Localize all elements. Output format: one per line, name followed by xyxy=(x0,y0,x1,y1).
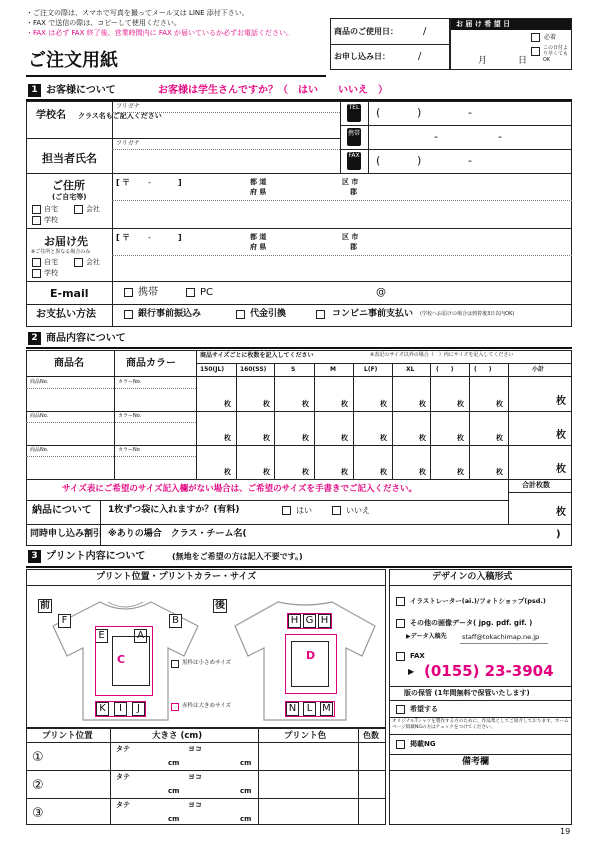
print-size-header: 大きさ (cm) xyxy=(152,731,203,741)
address-home-checkbox[interactable] xyxy=(32,205,41,214)
front-label: 前 xyxy=(40,600,50,611)
section-1-number: 1 xyxy=(28,84,41,97)
address-company-checkbox[interactable] xyxy=(74,205,83,214)
student-question[interactable]: お客様は学生さんですか？（ はい いいえ ） xyxy=(158,85,388,96)
page-title: ご注文用紙 xyxy=(28,50,118,71)
packing-label: 納品について xyxy=(32,505,92,516)
pos-a[interactable]: A xyxy=(134,629,147,643)
design-title: デザインの入稿形式 xyxy=(432,572,513,582)
pos-j[interactable]: J xyxy=(132,702,145,716)
pos-h[interactable]: H xyxy=(318,614,331,628)
storage-title: 版の保管 (1年間無料で保管いたします) xyxy=(404,689,530,697)
size-col-xl: XL xyxy=(406,366,415,373)
pos-e[interactable]: E xyxy=(95,629,108,643)
design-illustrator-checkbox[interactable] xyxy=(396,597,405,606)
legend-black-swatch xyxy=(171,660,179,668)
back-label: 後 xyxy=(215,600,225,611)
address-school-checkbox[interactable] xyxy=(32,216,41,225)
section-1-title: お客様について xyxy=(46,85,116,96)
page-number: 19 xyxy=(560,827,571,836)
address-label: ご住所 xyxy=(52,179,85,192)
print-position-title: プリント位置・プリントカラー・サイズ xyxy=(96,572,257,582)
remarks-label: 備考欄 xyxy=(462,757,490,767)
remarks-input[interactable] xyxy=(392,772,570,822)
use-date-label: 商品のご使用日： xyxy=(334,27,398,36)
delivery-address-label: お届け先 xyxy=(44,235,88,248)
person-name-label: 担当者氏名 xyxy=(42,152,97,165)
email-label: E-mail xyxy=(50,287,89,300)
tel-icon: TEL xyxy=(347,104,361,122)
address-input[interactable] xyxy=(116,202,568,226)
legend-black: 黒枠は小さめサイズ xyxy=(182,660,232,666)
discount-label: 同時申し込み割引 xyxy=(30,529,103,539)
size-warning: サイズ表にご希望のサイズ記入欄がない場合は、ご希望のサイズを手書きでご記入ください。 xyxy=(62,484,417,494)
product-name-header: 商品名 xyxy=(54,358,84,369)
publish-note: オリジナルTシャツを製作する方のために、作品集としてご紹介しております。ホームページ掲載NGの方はチェックをつけてください。 xyxy=(392,719,569,730)
pay-cod-checkbox[interactable] xyxy=(236,310,245,319)
section-2-number: 2 xyxy=(28,332,41,345)
pay-bank-checkbox[interactable] xyxy=(124,310,133,319)
fax-input[interactable] xyxy=(372,150,570,172)
fax-arrow-icon: ▶ xyxy=(408,667,415,676)
pos-n[interactable]: N xyxy=(286,702,299,716)
packing-no-checkbox[interactable] xyxy=(332,506,341,515)
title-underline xyxy=(26,75,326,77)
design-image-checkbox[interactable] xyxy=(396,619,405,628)
section-2-title: 商品内容について xyxy=(46,333,126,344)
pos-c[interactable]: C xyxy=(117,653,126,666)
delivery-address-input[interactable] xyxy=(116,257,568,279)
legend-red: 赤枠は大きめサイズ xyxy=(182,703,232,709)
product-table xyxy=(26,350,572,546)
payment-label: お支払い方法 xyxy=(36,309,96,320)
section-3-title: プリント内容について xyxy=(46,551,146,562)
pos-k[interactable]: K xyxy=(96,702,109,716)
section-3-number: 3 xyxy=(28,550,41,563)
delivery-company-checkbox[interactable] xyxy=(74,258,83,267)
total-input[interactable] xyxy=(510,494,554,522)
size-col-s: S xyxy=(291,366,296,373)
total-label: 合計枚数 xyxy=(522,481,550,489)
apply-date-label: お申し込み日： xyxy=(334,52,390,61)
design-fax-checkbox[interactable] xyxy=(396,652,405,661)
pos-g[interactable]: G xyxy=(303,614,316,628)
delivery-home-checkbox[interactable] xyxy=(32,258,41,267)
email-input[interactable] xyxy=(232,284,568,302)
pos-i[interactable]: I xyxy=(114,702,127,716)
order-form-page: ・ご注文の際は、スマホで写真を撮ってメール又は LINE 添付下さい。 ・FAX で送信の際は、コピーして使用ください。 ・FAX は必ず FAX 終了後、営業時間内に FAX が届いているか必ずお電話ください。 ご注文用紙 商品のご使用日： / お申し込み日： / お 届 け 希 望 日 月 日 必着 この日付より早くてもOK 1 お客様について お客様は学生さんですか？（ はい いいえ ） 学校名 クラス名もご記入ください フリガナ フリガナ 担当者氏名 TEL 携帯 FAX ( ) - - - ( ) - ご住所 (ご自宅等) 自宅 会社 学校 [ 〒 - ] 都 道 府 県 区 市 郡 お届け先 ※ご住所と異なる場合のみ 自宅 会社 学校 [ 〒 - ] 都 道 府 県 区 市 郡 E-mail 携帯 PC @ お支払い方法 銀行事前振込み 代金引換 コンビニ事前支払い (学校へお届けの場合は到着後3日以内OK) 2 商品内容について 商品名 商品カラー 商品サイズごとに枚数を記入してください ※表記のサイズ以外の場合（ ）内にサイズを記入してください 150(JL) 160(SS) S M L(F) XL ( ) ( ) 小計 商品No. カラーNo. 商品No. カラーNo. 商品No. カラーNo 枚 枚 枚 枚 枚 枚 枚 枚 枚 枚 枚 枚 枚 枚 枚 枚 枚 枚 枚 枚 枚 枚 枚 枚 枚 枚 枚 サイズ表にご希望のサイズ記入欄がない場合は、ご希望のサイズを手書きでご記入ください。 合計枚数 枚 納品について 1枚ずつ袋に入れますか？(有料) はい いいえ 同時申し込み割引 ※ありの場合 クラス・チーム名( ) 3 プリント内容について (無地をご希望の方は記入不要です。) プリント位置・プリントカラー・サイズ 前 後 F E A B C K I J H G H D N L M 黒枠は小さめサイズ 赤枠は大きめサイズ プリント位置 大きさ (cm) プリント色 色数 ① ② ③ タテ ヨコ cm cm タテ ヨコ cm cm タテ ヨコ cm cm デザインの入稿形式 イラストレーター(ai.)/フォトショップ(psd.) その他の画像データ( jpg. pdf. gif. ) ▶データ入稿先 staff@tokachimap.ne.jp FAX ▶ (0155) 23-3904 版の保管 (1年間無料で保管いたします) 希望する オリジナルTシャツを製作する方のために、作品集としてご紹介しております。ホームページ掲載NGの方はチェックをつけてください。 掲載NG 備考欄 19 xyxy=(26,9,571,836)
size-col-m: M xyxy=(330,366,336,373)
size-col-160: 160(SS) xyxy=(240,366,267,373)
mobile-icon: 携帯 xyxy=(347,128,361,146)
email-mobile-checkbox[interactable] xyxy=(124,288,133,297)
publish-ng-checkbox[interactable] xyxy=(396,740,405,749)
note-line-2: ・FAX で送信の際は、コピーして使用ください。 xyxy=(26,19,181,27)
pos-b[interactable]: B xyxy=(169,614,182,628)
size-col-custom-1: ( ) xyxy=(436,366,454,373)
pos-m[interactable]: M xyxy=(320,702,333,716)
size-col-subtotal: 小計 xyxy=(532,366,545,373)
size-col-l: L(F) xyxy=(364,366,378,373)
size-col-150: 150(JL) xyxy=(200,366,225,373)
pos-l[interactable]: L xyxy=(303,702,316,716)
pos-f[interactable]: F xyxy=(58,614,71,628)
fax-number: (0155) 23-3904 xyxy=(424,662,554,680)
packing-yes-checkbox[interactable] xyxy=(282,506,291,515)
pos-back-h[interactable]: H xyxy=(288,614,301,628)
note-line-1: ・ご注文の際は、スマホで写真を撮ってメール又は LINE 添付下さい。 xyxy=(26,9,249,17)
print-colorcount-header: 色数 xyxy=(363,731,379,740)
product-color-header: 商品カラー xyxy=(126,358,176,369)
data-dest-email[interactable]: staff@tokachimap.ne.jp xyxy=(462,633,540,641)
earlier-ok-checkbox[interactable] xyxy=(531,47,540,56)
required-checkbox[interactable] xyxy=(531,33,540,42)
delivery-school-checkbox[interactable] xyxy=(32,269,41,278)
print-pos-header: プリント位置 xyxy=(42,731,93,741)
team-name-input[interactable] xyxy=(310,527,550,543)
delivery-date-title: お 届 け 希 望 日 xyxy=(456,20,511,28)
email-pc-checkbox[interactable] xyxy=(186,288,195,297)
tel-input[interactable] xyxy=(372,102,570,124)
pay-convenience-checkbox[interactable] xyxy=(316,310,325,319)
size-col-custom-2: ( ) xyxy=(474,366,492,373)
mobile-input[interactable] xyxy=(372,126,570,148)
fax-icon: FAX xyxy=(347,152,361,170)
print-color-header: プリント色 xyxy=(284,731,327,741)
storage-checkbox[interactable] xyxy=(396,705,405,714)
school-name-label: 学校名 xyxy=(36,110,66,121)
legend-red-swatch xyxy=(171,703,179,711)
person-name-input[interactable] xyxy=(116,150,338,170)
note-line-3: ・FAX は必ず FAX 終了後、営業時間内に FAX が届いているか必ずお電話ください。 xyxy=(26,29,294,37)
pos-d[interactable]: D xyxy=(306,649,316,662)
